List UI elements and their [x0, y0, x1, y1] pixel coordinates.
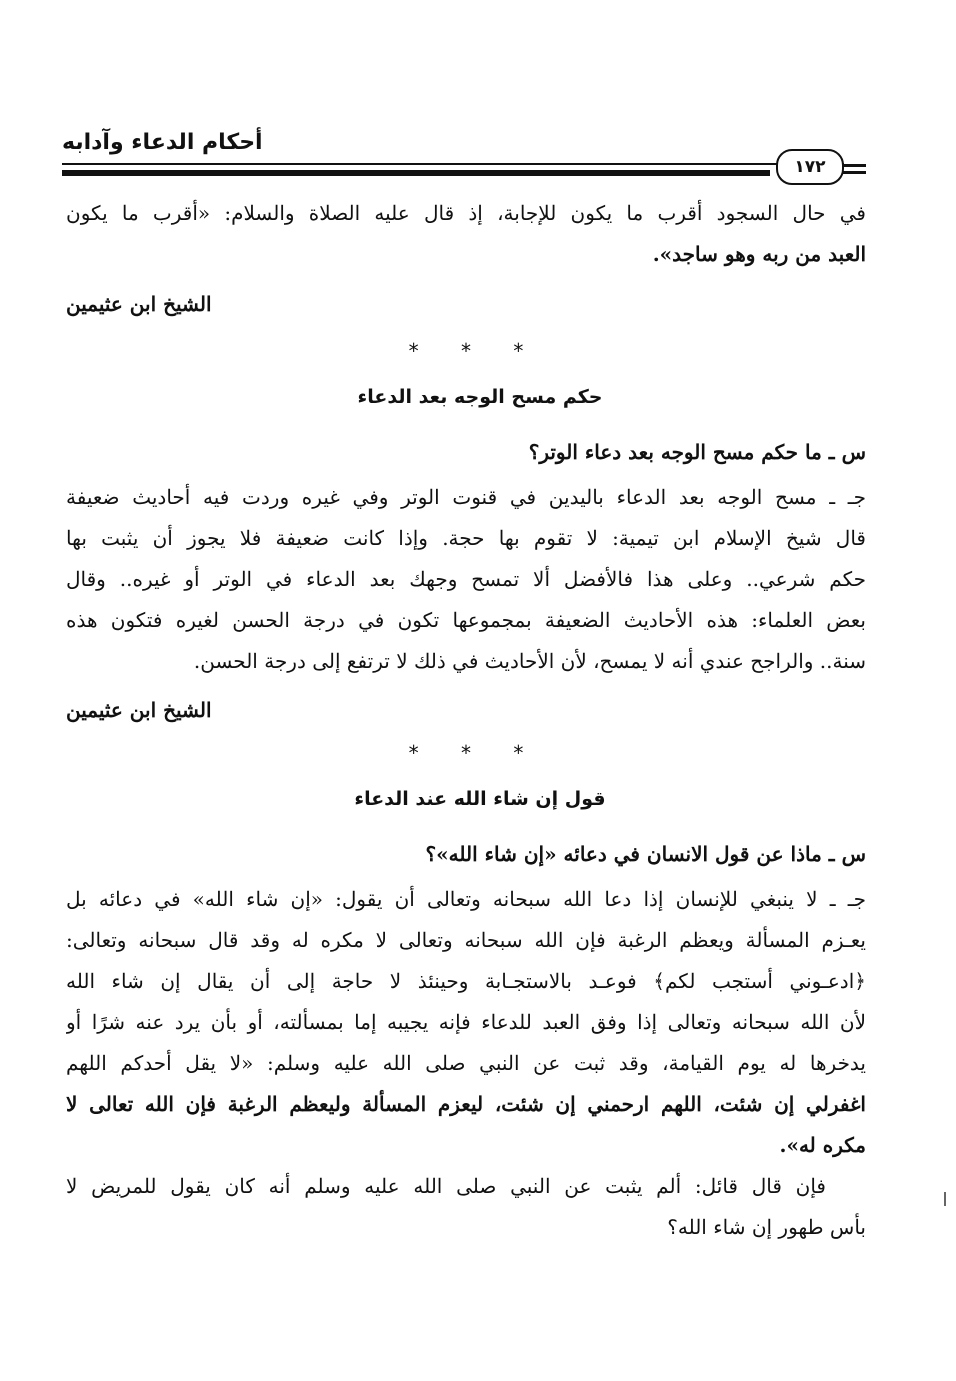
- text-line: يعـزم المسألة ويعظم الرغبة فإن الله سبحانه وتعالى لا مكره له وقد قال سبحانه وتعالى:: [66, 928, 866, 952]
- question: س ـ ماذا عن قول الانسان في دعائه «إن شاء الله»؟: [425, 842, 866, 866]
- author-attribution: الشيخ ابن عثيمين: [66, 292, 212, 316]
- text-line: اغفرلي إن شئت، اللهم ارحمني إن شئت، ليعزم المسألة وليعظم الرغبة فإن الله تعالى لا: [66, 1092, 866, 1116]
- header-rule-thick: [62, 170, 770, 176]
- text-line: لأن الله سبحانه وتعالى إذا وفق العبد للدعاء فإنه يجيبه إما بمسألته، أو بأن يرد عنه شرًا أو: [66, 1010, 866, 1034]
- text-line: بأس طهور إن شاء الله؟: [667, 1215, 866, 1239]
- answer-paragraph: [66, 879, 866, 1248]
- section-separator: * * *: [408, 741, 542, 765]
- author-attribution: الشيخ ابن عثيمين: [66, 698, 212, 722]
- paragraph-continuation: [66, 193, 866, 275]
- text-line: في حال السجود أقرب ما يكون للإجابة، إذ قال عليه الصلاة والسلام: «أقرب ما يكون: [66, 201, 866, 225]
- text-line: ﴿ادعـوني أستجب لكم﴾ فوعـد بالاستجـابة وحينئذ لا حاجة إلى أن يقال إن شاء الله: [66, 969, 866, 993]
- section-separator: * * *: [408, 339, 542, 363]
- text-line: جـ ـ لا ينبغي للإنسان إذا دعا الله سبحانه وتعالى أن يقول: «إن شاء الله» في دعائه بل: [66, 887, 866, 911]
- text-line: بعض العلماء: هذه الأحاديث الضعيفة بمجموعها تكون في درجة الحسن لغيره فتكون هذه: [66, 608, 866, 632]
- text-line: حكم شرعي.. وعلى هذا فالأفضل ألا تمسح وجهك بعد الدعاء في الوتر أو غيره.. وقال: [66, 567, 866, 591]
- text-line: يدخرها له يوم القيامة، وقد ثبت عن النبي صلى الله عليه وسلم: «لا يقل أحدكم اللهم: [66, 1051, 866, 1075]
- section-heading: قول إن شاء الله عند الدعاء: [354, 788, 606, 810]
- header-rule-thin: [62, 163, 844, 165]
- text-line: فإن قال قائل: ألم يثبت عن النبي صلى الله عليه وسلم أنه كان يقول للمريض لا: [66, 1174, 826, 1198]
- text-line: العبد من ربه وهو ساجد».: [652, 242, 866, 266]
- section-heading: حكم مسح الوجه بعد الدعاء: [357, 386, 603, 408]
- running-title: أحكام الدعاء وآدابه: [62, 130, 263, 155]
- text-line: سنة.. والراجح عندي أنه لا يمسح، لأن الأحاديث في ذلك لا ترتفع إلى درجة الحسن.: [193, 649, 866, 673]
- question: س ـ ما حكم مسح الوجه بعد دعاء الوتر؟: [528, 440, 866, 464]
- header-rule-end-top: [842, 164, 866, 167]
- page-number: ١٧٢: [776, 149, 844, 185]
- text-line: قال شيخ الإسلام ابن تيمية: لا تقوم بها حجة. وإذا كانت ضعيفة فلا يجوز أن يثبت بها: [66, 526, 866, 550]
- header-rule-end-bottom: [842, 171, 866, 174]
- margin-mark: [944, 1192, 950, 1206]
- text-line: مكره له».: [779, 1133, 866, 1157]
- text-line: جـ ـ مسح الوجه بعد الدعاء باليدين في قنوت الوتر وفي غيره وردت فيه أحاديث ضعيفة: [66, 485, 866, 509]
- answer-paragraph: [66, 477, 866, 682]
